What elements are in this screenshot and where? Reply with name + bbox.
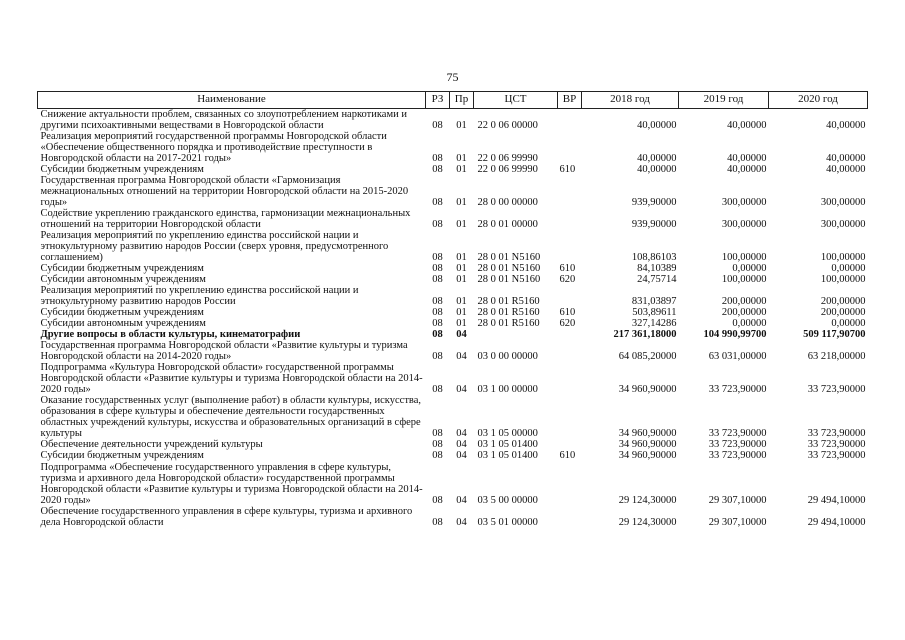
row-cst: 22 0 06 99990 [477,164,538,176]
column-header-name: Наименование [38,92,426,109]
row-value-2018: 939,90000 [631,219,677,231]
row-name: Реализация мероприятий по укреплению единства российской нации и этнокультурному развитию народов России [40,285,359,308]
row-vr [558,230,582,263]
row-value-2019: 40,00000 [727,120,767,132]
table-row [38,329,868,340]
row-value-2018: 64 085,20000 [618,351,677,363]
row-value-2019: 100,00000 [721,274,767,286]
row-name: Другие вопросы в области культуры, кинематографии [40,329,301,341]
table-row [38,175,868,208]
row-pr: 04 [456,428,467,440]
row-rz: 08 [432,197,443,209]
row-value-2018: 24,75714 [637,274,677,286]
table-row [38,263,868,274]
row-value-2020: 33 723,90000 [807,439,866,451]
row-pr: 04 [456,384,467,396]
row-cst: 03 1 00 00000 [477,384,538,396]
row-rz: 08 [432,494,443,506]
row-vr: 610 [559,164,576,176]
page-number: 75 [446,70,459,84]
row-pr: 04 [456,439,467,451]
row-name: Снижение актуальности проблем, связанных со злоупотреблением наркотиками и другими психоактивными веществами в Новгородской области [40,109,407,132]
table-row [38,307,868,318]
row-value-2020: 509 117,90700 [803,329,866,341]
row-value-2019: 300,00000 [721,219,767,231]
table-row [38,164,868,175]
row-cst: 03 1 05 01400 [477,450,538,462]
table-row [38,362,868,395]
row-cst [474,329,558,340]
row-value-2018: 29 124,30000 [618,494,677,506]
row-vr [558,285,582,307]
table-row [38,285,868,307]
table-row [38,450,868,461]
row-pr: 04 [456,494,467,506]
row-value-2018: 34 960,90000 [618,384,677,396]
row-vr [558,208,582,230]
row-vr [558,462,582,506]
row-pr: 01 [456,307,467,319]
row-name: Субсидии бюджетным учреждениям [40,450,204,462]
column-header-vr: ВР [558,92,582,109]
table-row [38,230,868,263]
row-pr: 04 [456,450,467,462]
budget-table [37,91,868,528]
row-vr: 620 [559,274,576,286]
row-name: Субсидии бюджетным учреждениям [40,263,204,275]
row-vr [558,131,582,164]
row-vr: 620 [559,318,576,330]
row-pr: 01 [456,164,467,176]
row-value-2020: 200,00000 [820,296,866,308]
row-value-2019: 300,00000 [721,197,767,209]
row-cst: 28 0 01 R5160 [477,307,540,319]
table-row [38,274,868,285]
row-name: Субсидии бюджетным учреждениям [40,307,204,319]
row-pr: 01 [456,318,467,330]
row-name: Субсидии автономным учреждениям [40,318,206,330]
row-value-2018: 84,10389 [637,263,677,275]
row-value-2020: 40,00000 [826,153,866,165]
row-rz: 08 [432,428,443,440]
table-row [38,131,868,164]
row-value-2019: 0,00000 [732,263,767,275]
row-rz: 08 [432,307,443,319]
row-vr [558,175,582,208]
row-cst: 28 0 01 R5160 [477,318,540,330]
row-name: Содействие укреплению гражданского единства, гармонизации межнациональных отношений на территории Новгородской области [40,208,411,231]
row-value-2020: 40,00000 [826,164,866,176]
row-value-2018: 831,03897 [631,296,677,308]
row-pr: 01 [456,263,467,275]
row-cst: 03 0 00 00000 [477,351,538,363]
row-cst: 28 0 00 00000 [477,197,538,209]
row-value-2020: 300,00000 [820,197,866,209]
row-vr: 610 [559,263,576,275]
row-rz: 08 [432,120,443,132]
row-value-2020: 63 218,00000 [807,351,866,363]
row-cst: 28 0 01 00000 [477,219,538,231]
table-row [38,506,868,528]
row-value-2018: 40,00000 [637,153,677,165]
row-pr: 01 [456,197,467,209]
row-name: Оказание государственных услуг (выполнение работ) в области культуры, искусства, образования в сфере культуры и обеспечение деятельности государственных областных учреждений культуры, искусства и образовательных организаций в сфере культуры [40,395,422,440]
row-rz: 08 [432,153,443,165]
row-rz: 08 [432,219,443,231]
column-header-rz: РЗ [426,92,450,109]
row-vr [558,439,582,450]
row-pr: 01 [456,219,467,231]
row-value-2018: 108,86103 [631,252,677,264]
row-value-2019: 0,00000 [732,318,767,330]
row-vr: 610 [559,450,576,462]
table-row [38,340,868,362]
row-value-2020: 300,00000 [820,219,866,231]
table-row [38,318,868,329]
row-rz: 08 [432,164,443,176]
row-value-2018: 327,14286 [631,318,677,330]
row-cst: 03 1 05 00000 [477,428,538,440]
row-name: Обеспечение государственного управления в сфере культуры, туризма и архивного дела Новгородской области [40,505,413,528]
row-value-2020: 100,00000 [820,274,866,286]
row-vr [558,329,582,340]
row-value-2019: 40,00000 [727,164,767,176]
row-name: Государственная программа Новгородской области «Гармонизация межнациональных отношений на территории Новгородской области на 2015-2020 годы» [40,175,409,209]
row-value-2020: 33 723,90000 [807,450,866,462]
row-value-2019: 200,00000 [721,296,767,308]
row-rz: 08 [432,450,443,462]
row-cst: 03 5 00 00000 [477,494,538,506]
row-value-2020: 33 723,90000 [807,384,866,396]
row-pr: 01 [456,153,467,165]
row-value-2019: 200,00000 [721,307,767,319]
row-vr [558,395,582,439]
row-rz: 08 [432,274,443,286]
row-value-2019: 33 723,90000 [708,384,767,396]
column-header-2019: 2019 год [679,92,769,109]
table-row [38,395,868,439]
row-value-2018: 34 960,90000 [618,428,677,440]
table-row [38,462,868,506]
row-vr: 610 [559,307,576,319]
row-rz: 08 [432,318,443,330]
row-rz: 08 [432,351,443,363]
row-name: Подпрограмма «Обеспечение государственного управления в сфере культуры, туризма и архивного дела Новгородской области» государственной программы Новгородской области «Развитие культуры и туризма Новгородской области на 2014-2020 годы» [40,461,423,506]
row-value-2020: 0,00000 [831,318,866,330]
row-value-2020: 29 494,10000 [807,494,866,506]
row-rz: 08 [432,329,443,341]
row-cst: 03 5 01 00000 [477,516,538,528]
row-cst: 28 0 01 R5160 [477,296,540,308]
table-row [38,109,868,132]
row-pr: 01 [456,120,467,132]
table-row [38,439,868,450]
row-name: Реализация мероприятий государственной программы Новгородской области «Обеспечение общественного порядка и противодействие преступности в Новгородской области на 2017-2021 годы» [40,131,387,165]
column-header-cst: ЦСТ [474,92,558,109]
column-header-2020: 2020 год [769,92,868,109]
row-name: Субсидии бюджетным учреждениям [40,164,204,176]
row-value-2018: 939,90000 [631,197,677,209]
row-vr [558,362,582,395]
row-value-2019: 40,00000 [727,153,767,165]
row-value-2019: 29 307,10000 [708,516,767,528]
table-row [38,208,868,230]
row-rz: 08 [432,384,443,396]
column-header-pr: Пр [450,92,474,109]
row-vr [558,109,582,132]
row-name: Подпрограмма «Культура Новгородской области» государственной программы Новгородской области «Развитие культуры и туризма Новгородской области на 2014-2020 годы» [40,362,423,396]
row-pr: 01 [456,274,467,286]
row-value-2020: 0,00000 [831,263,866,275]
row-cst: 28 0 01 N5160 [477,274,541,286]
row-value-2020: 200,00000 [820,307,866,319]
table-header-row [38,92,868,109]
row-vr [558,340,582,362]
row-value-2020: 100,00000 [820,252,866,264]
row-value-2019: 33 723,90000 [708,439,767,451]
row-value-2020: 29 494,10000 [807,516,866,528]
row-value-2018: 29 124,30000 [618,516,677,528]
row-value-2019: 33 723,90000 [708,428,767,440]
row-rz: 08 [432,516,443,528]
row-value-2019: 100,00000 [721,252,767,264]
row-value-2020: 33 723,90000 [807,428,866,440]
row-name: Реализация мероприятий по укреплению единства российской нации и этнокультурному развитию народов России (сверх уровня, предусмотренного соглашением) [40,230,389,264]
row-cst: 22 0 06 99990 [477,153,538,165]
row-cst: 28 0 01 N5160 [477,252,541,264]
row-pr: 04 [456,329,467,341]
row-value-2018: 40,00000 [637,120,677,132]
row-name: Государственная программа Новгородской области «Развитие культуры и туризма Новгородской области на 2014-2020 годы» [40,340,408,363]
row-value-2018: 217 361,18000 [613,329,677,341]
row-cst: 28 0 01 N5160 [477,263,541,275]
row-rz: 08 [432,296,443,308]
row-value-2019: 29 307,10000 [708,494,767,506]
row-pr: 04 [456,516,467,528]
row-name: Субсидии автономным учреждениям [40,274,206,286]
column-header-2018: 2018 год [582,92,679,109]
row-cst: 22 0 06 00000 [477,120,538,132]
row-value-2020: 40,00000 [826,120,866,132]
row-pr: 04 [456,351,467,363]
row-pr: 01 [456,252,467,264]
row-cst: 03 1 05 01400 [477,439,538,451]
row-rz: 08 [432,252,443,264]
row-value-2019: 63 031,00000 [708,351,767,363]
row-value-2018: 34 960,90000 [618,450,677,462]
row-rz: 08 [432,439,443,451]
row-name: Обеспечение деятельности учреждений культуры [40,439,263,451]
row-value-2018: 40,00000 [637,164,677,176]
row-value-2019: 33 723,90000 [708,450,767,462]
row-value-2018: 503,89611 [632,307,677,319]
table-body [38,109,868,528]
row-vr [558,506,582,528]
row-value-2019: 104 990,99700 [703,329,767,341]
row-pr: 01 [456,296,467,308]
row-rz: 08 [432,263,443,275]
row-value-2018: 34 960,90000 [618,439,677,451]
